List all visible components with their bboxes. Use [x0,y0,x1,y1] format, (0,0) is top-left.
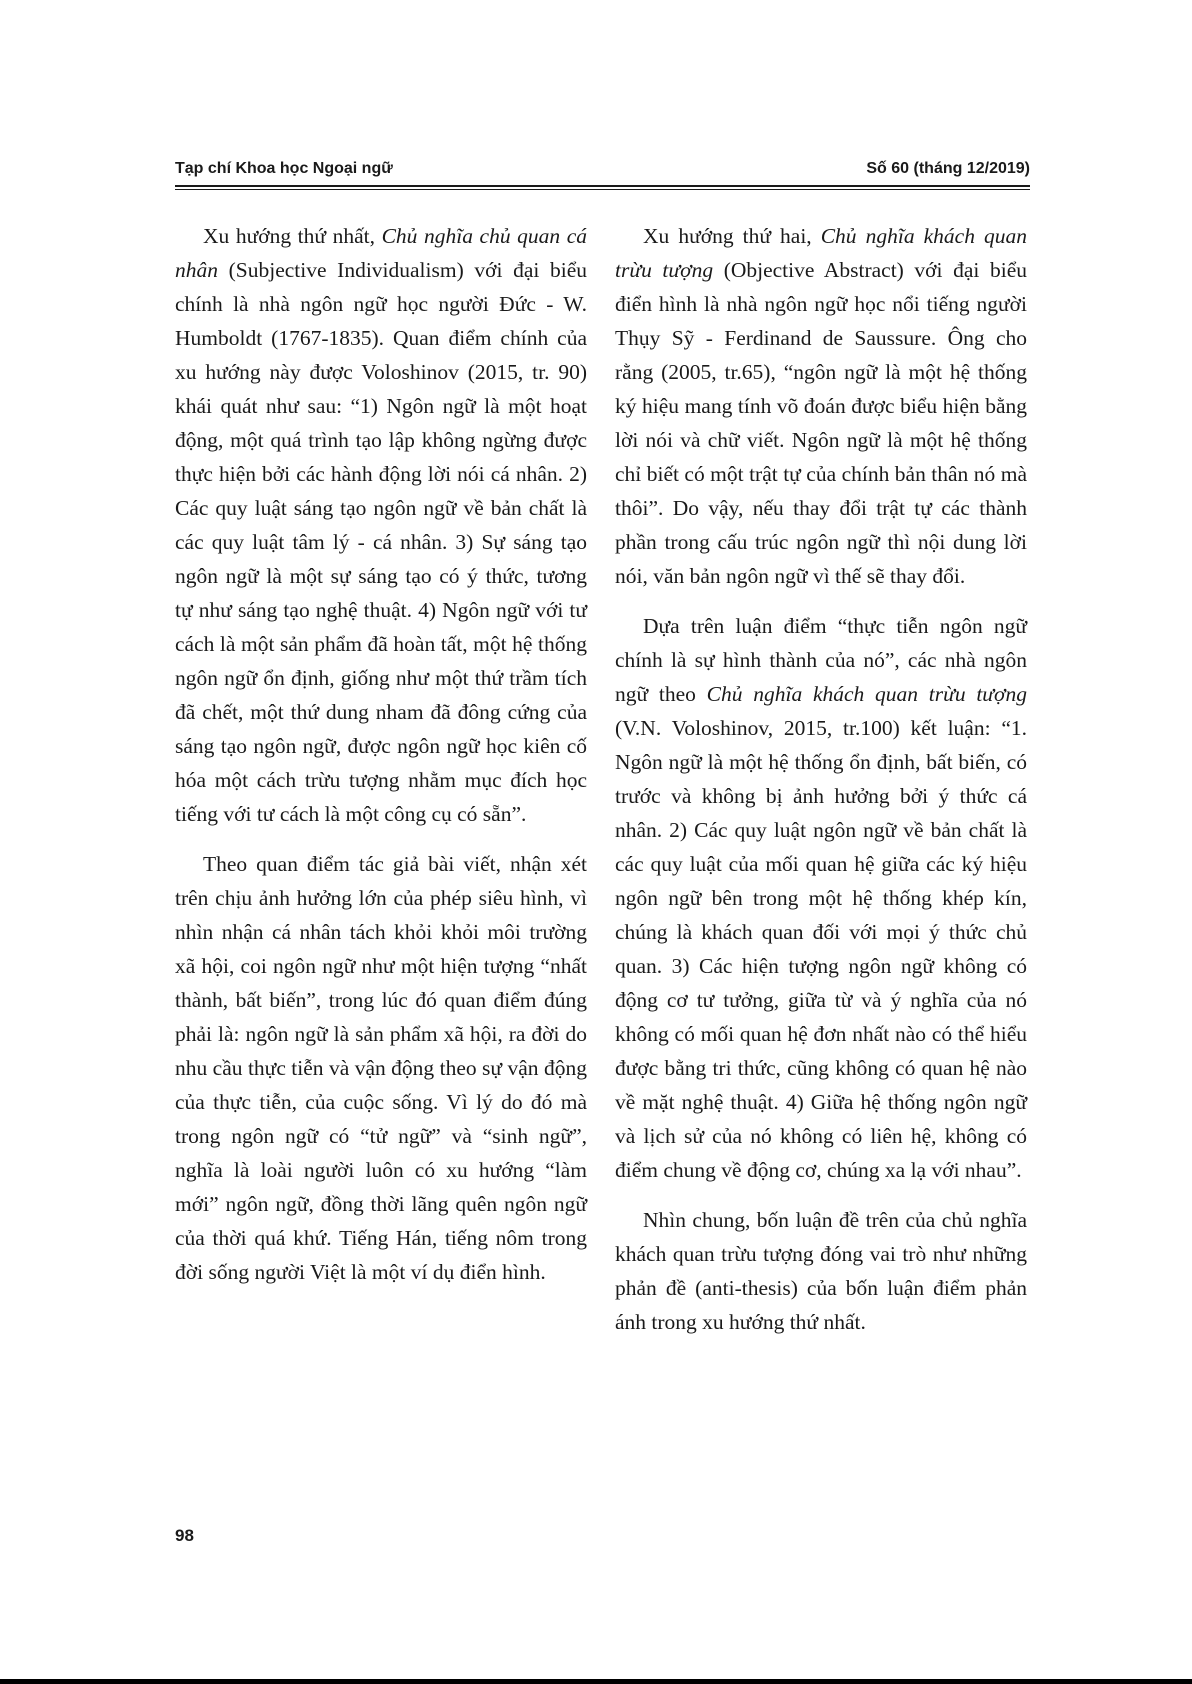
running-header [175,160,1030,186]
header-rule-thick [175,185,1030,187]
issue-label: Số 60 (tháng 12/2019) [866,160,1030,177]
left-paragraph-1: Xu hướng thứ nhất, Chủ nghĩa chủ quan cá nhân (Subjective Individualism) với đại biểu chính là nhà ngôn ngữ học người Đức - W. Humboldt (1767-1835). Quan điểm chính của xu hướng này được Voloshinov (2015, tr. 90) khái quát như sau: “1) Ngôn ngữ là một hoạt động, một quá trình tạo lập không ngừng được thực hiện bởi các hành động lời nói cá nhân. 2) Các quy luật sáng tạo ngôn ngữ về bản chất là các quy luật tâm lý - cá nhân. 3) Sự sáng tạo ngôn ngữ là một sự sáng tạo có ý thức, tương tự như sáng tạo nghệ thuật. 4) Ngôn ngữ với tư cách là một sản phẩm đã hoàn tất, một hệ thống ngôn ngữ ổn định, giống như một thứ trầm tích đã chết, một thứ dung nham đã đông cứng của sáng tạo ngôn ngữ, được ngôn ngữ học kiên cố hóa một cách trừu tượng nhằm mục đích học tiếng với tư cách là một công cụ có sẵn”. [175,224,587,826]
scan-edge-bar [0,1679,1192,1684]
journal-title: Tạp chí Khoa học Ngoại ngữ [175,160,393,177]
header-rule-thin [175,189,1030,190]
right-paragraph-2: Dựa trên luận điểm “thực tiễn ngôn ngữ chính là sự hình thành của nó”, các nhà ngôn ngữ theo Chủ nghĩa khách quan trừu tượng (V.N. Voloshinov, 2015, tr.100) kết luận: “1. Ngôn ngữ là một hệ thống ổn định, bất biến, có trước và không bị ảnh hưởng bởi ý thức cá nhân. 2) Các quy luật ngôn ngữ về bản chất là các quy luật của mối quan hệ giữa các ký hiệu ngôn ngữ bên trong một hệ thống khép kín, chúng là khách quan đối với mọi ý thức chủ quan. 3) Các hiện tượng ngôn ngữ không có động cơ tư tưởng, giữa từ và ý nghĩa của nó không có mối quan hệ đơn nhất nào có thể hiểu được bằng tri thức, cũng không có quan hệ nào về mặt nghệ thuật. 4) Giữa hệ thống ngôn ngữ và lịch sử của nó không có liên hệ, không có điểm chung về động cơ, chúng xa lạ với nhau”. [615,614,1028,1182]
right-column [615,219,1027,1355]
right-paragraph-1: Xu hướng thứ hai, Chủ nghĩa khách quan trừu tượng (Objective Abstract) với đại biểu điển hình là nhà ngôn ngữ học nổi tiếng người Thụy Sỹ - Ferdinand de Saussure. Ông cho rằng (2005, tr.65), “ngôn ngữ là một hệ thống ký hiệu mang tính võ đoán được biểu hiện bằng lời nói và chữ viết. Ngôn ngữ là một hệ thống chỉ biết có một trật tự của chính bản thân nó mà thôi”. Do vậy, nếu thay đổi trật tự các thành phần trong cấu trúc ngôn ngữ thì nội dung lời nói, văn bản ngôn ngữ vì thế sẽ thay đổi. [615,224,1027,588]
left-paragraph-2: Theo quan điểm tác giả bài viết, nhận xét trên chịu ảnh hưởng lớn của phép siêu hình, vì nhìn nhận cá nhân tách khỏi khỏi môi trường xã hội, coi ngôn ngữ như một hiện tượng “nhất thành, bất biến”, trong lúc đó quan điểm đúng phải là: ngôn ngữ là sản phẩm xã hội, ra đời do nhu cầu thực tiễn và vận động theo sự vận động của thực tiễn, của cuộc sống. Vì lý do đó mà trong ngôn ngữ có “tử ngữ” và “sinh ngữ”, nghĩa là loài người luôn có xu hướng “làm mới” ngôn ngữ, đồng thời lãng quên ngôn ngữ của thời quá khứ. Tiếng Hán, tiếng nôm trong đời sống người Việt là một ví dụ điển hình. [175,852,587,1284]
left-column [175,219,587,1305]
right-paragraph-3: Nhìn chung, bốn luận đề trên của chủ nghĩa khách quan trừu tượng đóng vai trò như những phản đề (anti-thesis) của bốn luận điểm phản ánh trong xu hướng thứ nhất. [615,1208,1027,1334]
page-number: 98 [175,1526,194,1545]
